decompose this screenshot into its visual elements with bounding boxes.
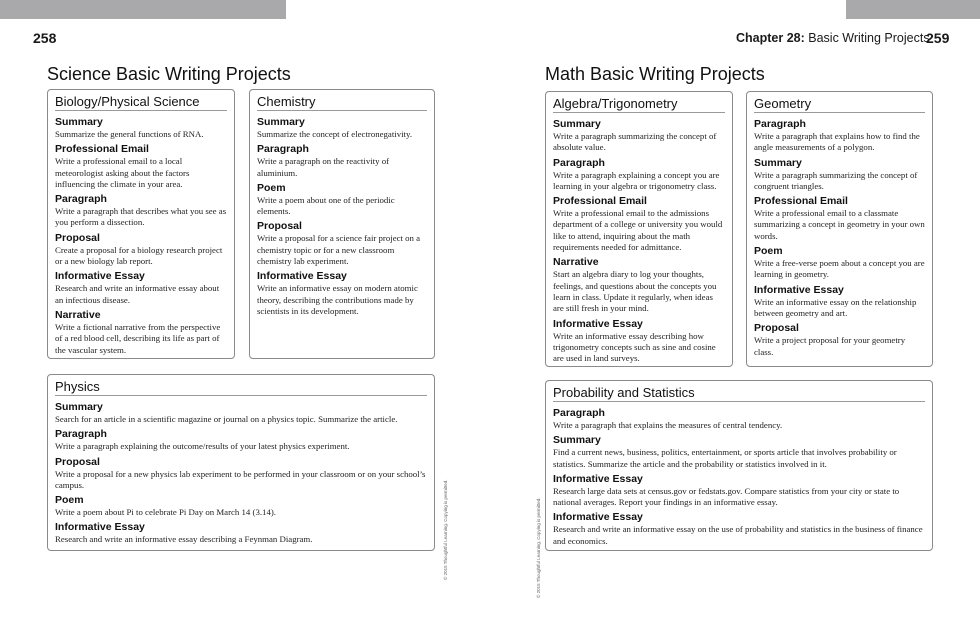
project-description: Write a paragraph explaining the outcome/results of your latest physics experiment. (55, 441, 350, 452)
project-description: Search for an article in a scientific magazine or journal on a physics topic. Summarize the article. (55, 414, 398, 424)
running-head (736, 31, 930, 45)
project-title: Informative Essay (55, 521, 145, 534)
box-chemistry (249, 89, 435, 359)
project-description: Write a paragraph that explains the measures of central tendency. (553, 420, 783, 430)
project-description: Write a fictional narrative from the perspective of a red blood cell, describing its life as part of the vascular system. (55, 321, 221, 355)
project-title: Proposal (754, 322, 799, 335)
project-item (754, 157, 925, 193)
box-heading: Physics (55, 379, 427, 396)
box-algebra-trigonometry (545, 91, 733, 367)
project-title: Poem (754, 245, 783, 258)
project-title: Paragraph (754, 118, 806, 130)
project-item (257, 116, 427, 140)
box-physics (47, 374, 435, 551)
project-title: Paragraph (55, 193, 107, 206)
project-title: Paragraph (553, 407, 605, 419)
project-item (553, 511, 925, 547)
project-item (257, 143, 427, 179)
project-description: Write a poem about Pi to celebrate Pi Day on March 14 (3.14). (55, 507, 276, 518)
project-title: Summary (257, 116, 305, 128)
project-title: Proposal (55, 231, 100, 244)
project-item (55, 143, 227, 190)
project-item (55, 401, 427, 425)
project-item (55, 309, 227, 356)
project-item (553, 473, 925, 509)
project-description: Write a paragraph that explains how to find the angle measurements of a polygon. (754, 131, 920, 153)
project-description: Research and write an informative essay on the use of probability and statistics in the business of finance and economics. (553, 524, 923, 546)
project-item (553, 434, 925, 470)
box-heading: Chemistry (257, 94, 427, 111)
project-item (553, 157, 725, 193)
project-description: Write an informative essay on the relationship between geometry and art. (754, 296, 917, 318)
project-title: Paragraph (55, 428, 107, 441)
project-title: Narrative (553, 256, 599, 269)
project-title: Informative Essay (754, 283, 844, 296)
project-item (754, 284, 925, 320)
project-title: Poem (55, 494, 84, 507)
project-item (55, 193, 227, 229)
project-item (55, 232, 227, 268)
project-item (754, 195, 925, 242)
project-description: Write a proposal for a science fair project on a chemistry topic or for a new classroom chemistry lab experiment. (257, 233, 421, 267)
copyright-notice-right: © 2015 Thoughtful Learning. Copying is permitted. (536, 497, 541, 598)
project-title: Summary (55, 116, 103, 128)
running-head-title: Basic Writing Projects (804, 31, 930, 45)
project-description: Research and write an informative essay about an infectious disease. (55, 283, 220, 305)
project-item (754, 118, 925, 154)
project-description: Write a paragraph explaining a concept you are learning in your algebra or trigonometry class. (553, 169, 720, 191)
page-tab-left (0, 0, 286, 19)
project-item (553, 195, 725, 253)
project-title: Summary (553, 118, 601, 130)
project-item (553, 318, 725, 365)
project-item (553, 407, 925, 431)
page-number-left: 258 (33, 30, 57, 46)
project-title: Professional Email (553, 195, 647, 208)
page-tab-right (846, 0, 980, 19)
project-description: Write an informative essay on modern atomic theory, describing the contributions made by scientists in its development. (257, 283, 418, 316)
page-number-right: 259 (926, 30, 950, 46)
box-heading: Probability and Statistics (553, 385, 925, 402)
project-description: Write a paragraph summarizing the concept of absolute value. (553, 131, 717, 153)
project-title: Summary (55, 401, 103, 413)
project-description: Write a professional email to a classmate summarizing a concept in geometry in your own words. (754, 208, 925, 241)
project-item (754, 245, 925, 281)
project-description: Research large data sets at census.gov or fedstats.gov. Compare statistics from your city or state to national averages. Report your findings in an informative essay. (553, 485, 900, 508)
project-title: Informative Essay (553, 317, 643, 330)
project-title: Informative Essay (257, 270, 347, 283)
project-description: Start an algebra diary to log your thoughts, feelings, and questions about the concepts you learn in class. Update it regularly, when ideas are still fresh in your mind. (553, 269, 717, 314)
project-item (55, 116, 227, 140)
project-item (257, 182, 427, 218)
project-description: Write a paragraph that describes what you see as you perform a dissection. (55, 206, 227, 228)
project-title: Informative Essay (55, 270, 145, 283)
project-description: Summarize the concept of electronegativity. (257, 129, 413, 139)
project-description: Write a professional email to a local meteorologist asking about the factors influencing the climate in your area. (55, 156, 190, 189)
project-item (55, 521, 427, 545)
box-probability-statistics (545, 380, 933, 551)
project-description: Write an informative essay describing how trigonometry concepts such as sine and cosine are used in land surveys. (553, 330, 716, 364)
box-biology-physical-science (47, 89, 235, 359)
math-page-title: Math Basic Writing Projects (545, 64, 765, 84)
project-title: Paragraph (257, 143, 309, 156)
project-item (55, 456, 427, 492)
running-head-chapter: Chapter 28: (736, 31, 805, 45)
project-description: Research and write an informative essay describing a Feynman Diagram. (55, 534, 313, 545)
project-description: Write a professional email to the admissions department of a college or university you would like to attend, inquiring about the math requirements needed for admittance. (553, 208, 723, 253)
project-description: Write a paragraph on the reactivity of aluminium. (257, 156, 390, 178)
project-description: Write a proposal for a new physics lab experiment to be performed in your classroom or on your school’s campus. (55, 468, 426, 490)
science-page-title: Science Basic Writing Projects (47, 64, 291, 84)
box-heading: Biology/Physical Science (55, 94, 227, 111)
project-title: Professional Email (55, 143, 149, 156)
project-item (257, 270, 427, 317)
project-title: Summary (754, 156, 802, 169)
project-description: Write a poem about one of the periodic elements. (257, 194, 395, 217)
project-title: Proposal (55, 455, 100, 468)
project-title: Informative Essay (553, 511, 643, 524)
project-item (55, 494, 427, 518)
project-item (754, 322, 925, 358)
project-description: Create a proposal for a biology research project or a new biology lab report. (55, 244, 223, 267)
project-title: Proposal (257, 220, 302, 233)
project-description: Write a paragraph summarizing the concept of congruent triangles. (754, 169, 918, 191)
project-item (55, 428, 427, 452)
project-description: Find a current news, business, politics, entertainment, or sports article that involves probability or statistics. Summarize the article and the probability or statistics involved in it. (553, 447, 897, 469)
box-heading: Algebra/Trigonometry (553, 96, 725, 113)
project-title: Poem (257, 181, 286, 194)
copyright-notice-left: © 2015 Thoughtful Learning. Copying is permitted. (443, 479, 448, 580)
project-title: Professional Email (754, 195, 848, 208)
project-item (553, 118, 725, 154)
project-title: Summary (553, 434, 601, 447)
project-item (55, 270, 227, 306)
project-item (553, 256, 725, 314)
project-description: Write a project proposal for your geometry class. (754, 335, 906, 357)
box-heading: Geometry (754, 96, 925, 113)
project-title: Narrative (55, 308, 101, 321)
project-title: Paragraph (553, 156, 605, 169)
project-item (257, 220, 427, 267)
project-description: Summarize the general functions of RNA. (55, 129, 204, 139)
project-description: Write a free-verse poem about a concept you are learning in geometry. (754, 258, 925, 280)
box-geometry (746, 91, 933, 367)
project-title: Informative Essay (553, 472, 643, 485)
